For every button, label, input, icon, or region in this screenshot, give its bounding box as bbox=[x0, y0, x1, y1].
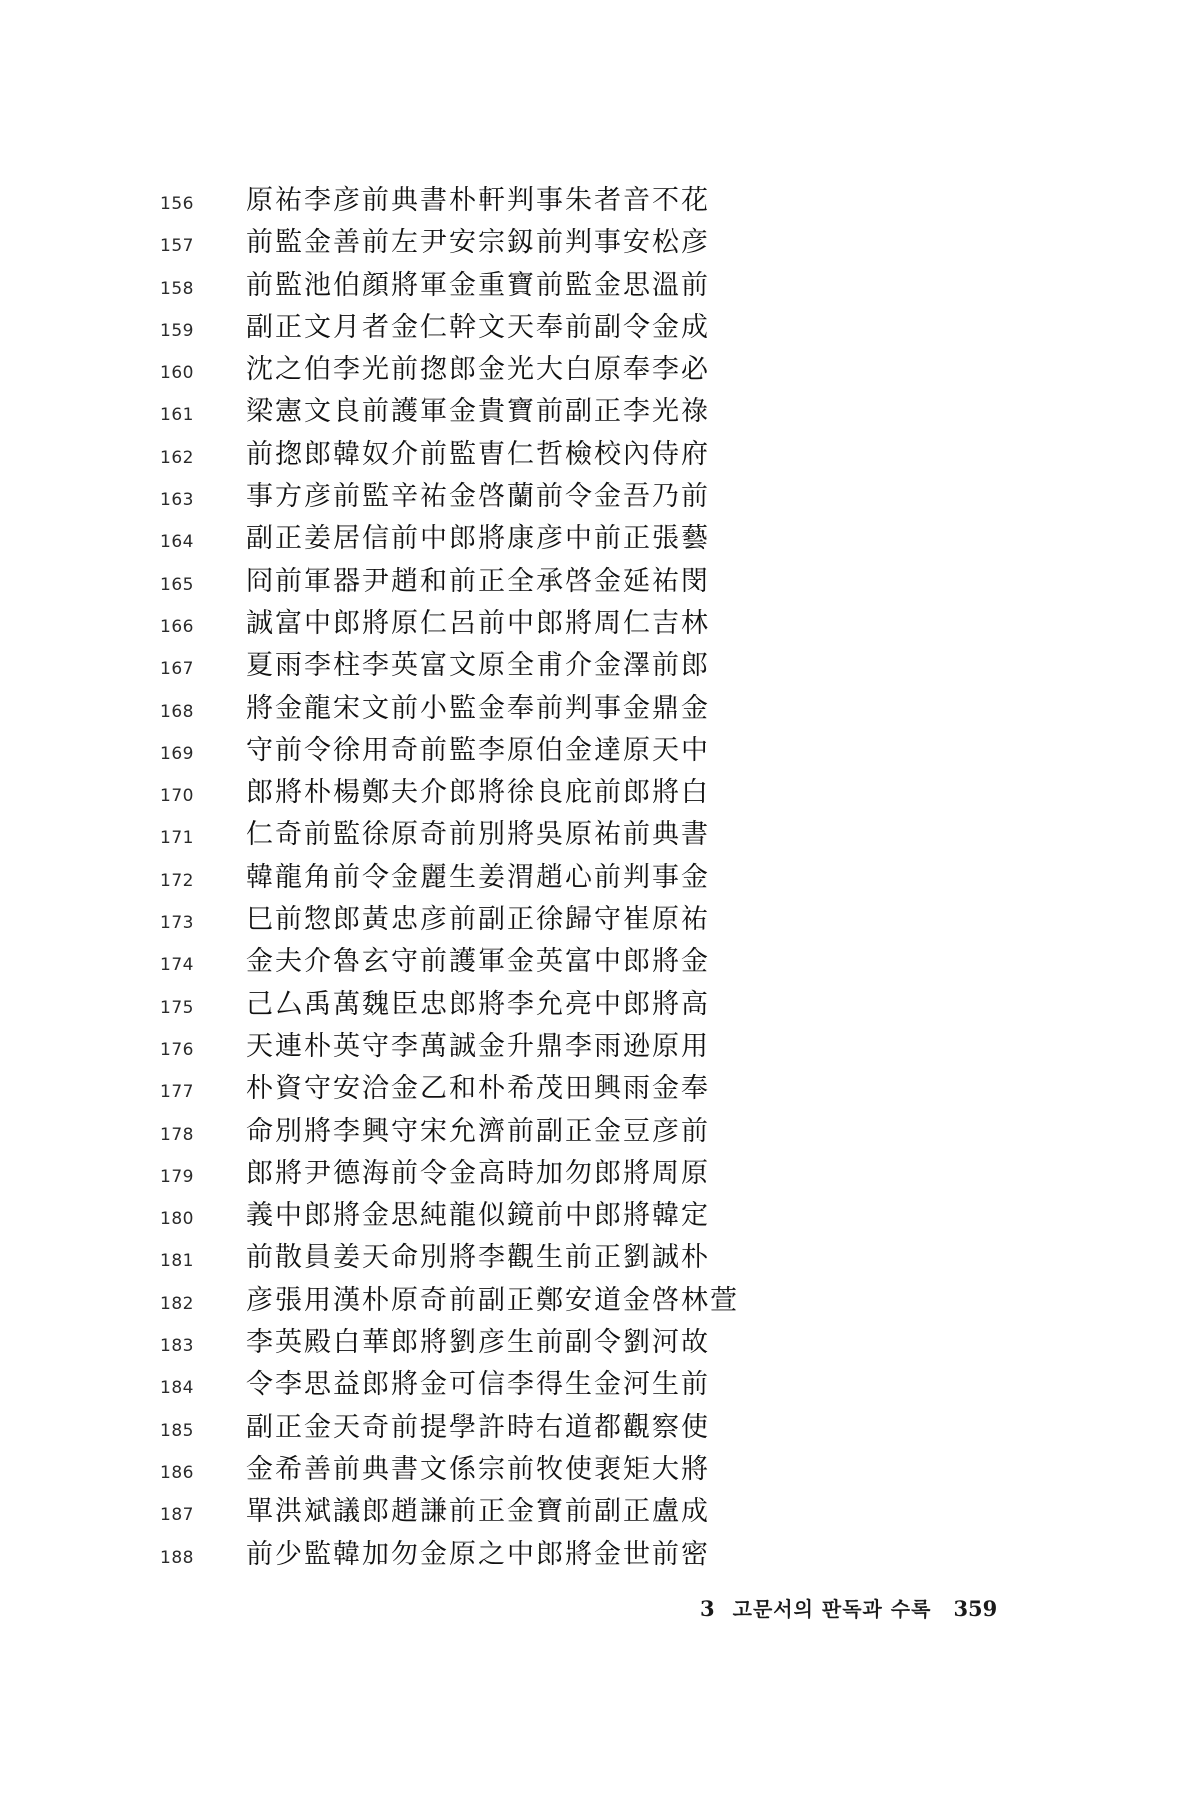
line-number: 182 bbox=[160, 1293, 194, 1314]
text-line bbox=[160, 1320, 860, 1362]
line-number: 163 bbox=[160, 490, 194, 511]
text-line bbox=[160, 516, 860, 558]
line-number: 167 bbox=[160, 659, 194, 680]
transcription-lines bbox=[160, 178, 860, 1574]
line-text: 將金龍宋文前小監金奉前判事金鼎金 bbox=[246, 692, 710, 724]
text-line bbox=[160, 770, 860, 812]
text-line bbox=[160, 1235, 860, 1277]
line-number: 185 bbox=[160, 1420, 194, 1441]
text-line bbox=[160, 1151, 860, 1193]
line-number: 170 bbox=[160, 786, 194, 807]
line-text: 前散員姜天命別將李觀生前正劉誠朴 bbox=[246, 1242, 710, 1274]
line-text: 金希善前典書文係宗前牧使裵矩大將 bbox=[246, 1453, 710, 1485]
running-footer bbox=[700, 1593, 1060, 1622]
line-text: 己厶禹萬魏臣忠郎將李允亮中郎將高 bbox=[246, 988, 710, 1020]
text-line bbox=[160, 812, 860, 854]
line-number: 175 bbox=[160, 997, 194, 1018]
line-text: 命別將李興守宋允濟前副正金豆彦前 bbox=[246, 1115, 710, 1147]
line-text: 前監金善前左尹安宗釼前判事安松彦 bbox=[246, 227, 710, 259]
text-line bbox=[160, 601, 860, 643]
line-text: 彦張用漢朴原奇前副正鄭安道金啓林萱 bbox=[246, 1284, 739, 1316]
text-line bbox=[160, 1024, 860, 1066]
line-number: 184 bbox=[160, 1378, 194, 1399]
line-number: 159 bbox=[160, 320, 194, 341]
line-text: 冏前軍器尹趙和前正全承啓金延祐閔 bbox=[246, 565, 710, 597]
text-line bbox=[160, 263, 860, 305]
line-text: 梁憲文良前護軍金貴寶前副正李光祿 bbox=[246, 396, 710, 428]
line-text: 金夫介魯玄守前護軍金英富中郎將金 bbox=[246, 946, 710, 978]
line-number: 166 bbox=[160, 616, 194, 637]
line-number: 162 bbox=[160, 447, 194, 468]
line-number: 180 bbox=[160, 1209, 194, 1230]
text-line bbox=[160, 1447, 860, 1489]
line-number: 183 bbox=[160, 1336, 194, 1357]
text-line bbox=[160, 1193, 860, 1235]
text-line bbox=[160, 1109, 860, 1151]
line-text: 前少監韓加勿金原之中郎將金世前密 bbox=[246, 1538, 710, 1570]
text-line bbox=[160, 347, 860, 389]
line-text: 前監池伯顔將軍金重寶前監金思溫前 bbox=[246, 269, 710, 301]
line-number: 173 bbox=[160, 913, 194, 934]
text-line bbox=[160, 939, 860, 981]
text-line bbox=[160, 855, 860, 897]
line-text: 巳前惣郎黃忠彦前副正徐歸守崔原祐 bbox=[246, 904, 710, 936]
text-line bbox=[160, 1066, 860, 1108]
line-number: 181 bbox=[160, 1251, 194, 1272]
line-number: 187 bbox=[160, 1505, 194, 1526]
line-number: 161 bbox=[160, 405, 194, 426]
line-number: 171 bbox=[160, 828, 194, 849]
line-text: 事方彦前監辛祐金啓蘭前令金吾乃前 bbox=[246, 481, 710, 513]
text-line bbox=[160, 728, 860, 770]
text-line bbox=[160, 1532, 860, 1574]
line-number: 165 bbox=[160, 574, 194, 595]
text-line bbox=[160, 389, 860, 431]
text-line bbox=[160, 178, 860, 220]
line-number: 172 bbox=[160, 870, 194, 891]
text-line bbox=[160, 432, 860, 474]
line-number: 186 bbox=[160, 1462, 194, 1483]
line-number: 156 bbox=[160, 194, 194, 214]
line-number: 160 bbox=[160, 363, 194, 384]
line-number: 169 bbox=[160, 743, 194, 764]
line-number: 158 bbox=[160, 278, 194, 299]
line-text: 韓龍角前令金麗生姜渭趙心前判事金 bbox=[246, 861, 710, 893]
line-text: 誠富中郎將原仁呂前中郎將周仁吉林 bbox=[246, 607, 710, 639]
line-text: 單洪斌議郎趙謙前正金寶前副正盧成 bbox=[246, 1496, 710, 1528]
text-line bbox=[160, 897, 860, 939]
line-number: 178 bbox=[160, 1124, 194, 1145]
line-number: 174 bbox=[160, 955, 194, 976]
line-number: 188 bbox=[160, 1547, 194, 1568]
line-text: 沈之伯李光前揔郎金光大白原奉李必 bbox=[246, 354, 710, 386]
line-text: 前揔郎韓奴介前監曺仁哲檢校內侍府 bbox=[246, 438, 710, 470]
line-number: 176 bbox=[160, 1039, 194, 1060]
chapter-number: 3 bbox=[700, 1596, 715, 1621]
line-number: 177 bbox=[160, 1082, 194, 1103]
line-text: 令李思益郎將金可信李得生金河生前 bbox=[246, 1369, 710, 1401]
chapter-title: 고문서의 판독과 수록 bbox=[732, 1597, 932, 1621]
line-text: 守前令徐用奇前監李原伯金達原天中 bbox=[246, 734, 710, 766]
text-line bbox=[160, 982, 860, 1024]
line-text: 仁奇前監徐原奇前別將吳原祐前典書 bbox=[246, 819, 710, 851]
text-line bbox=[160, 559, 860, 601]
text-line bbox=[160, 1489, 860, 1531]
text-line bbox=[160, 1362, 860, 1404]
line-text: 副正金天奇前提學許時右道都觀察使 bbox=[246, 1411, 710, 1443]
line-text: 郎將尹德海前令金高時加勿郎將周原 bbox=[246, 1157, 710, 1189]
text-line bbox=[160, 220, 860, 262]
line-text: 副正文月者金仁幹文天奉前副令金成 bbox=[246, 311, 710, 343]
line-number: 168 bbox=[160, 701, 194, 722]
line-number: 164 bbox=[160, 532, 194, 553]
text-line bbox=[160, 474, 860, 516]
line-number: 157 bbox=[160, 236, 194, 257]
line-text: 郎將朴楊鄭夫介郎將徐良庇前郎將白 bbox=[246, 777, 710, 809]
line-text: 夏雨李柱李英富文原全甫介金澤前郎 bbox=[246, 650, 710, 682]
page-number: 359 bbox=[953, 1596, 998, 1621]
line-text: 義中郎將金思純龍似鏡前中郎將韓定 bbox=[246, 1200, 710, 1232]
line-text: 副正姜居信前中郎將康彦中前正張藝 bbox=[246, 523, 710, 555]
line-text: 朴資守安洽金乙和朴希茂田興雨金奉 bbox=[246, 1073, 710, 1105]
text-line bbox=[160, 686, 860, 728]
line-text: 天連朴英守李萬誠金升鼎李雨逊原用 bbox=[246, 1030, 710, 1062]
line-number: 179 bbox=[160, 1166, 194, 1187]
text-line bbox=[160, 1405, 860, 1447]
line-text: 李英殿白華郎將劉彦生前副令劉河故 bbox=[246, 1327, 710, 1359]
line-text: 原祐李彦前典書朴軒判事朱者音不花 bbox=[246, 185, 710, 216]
text-line bbox=[160, 643, 860, 685]
text-line bbox=[160, 1278, 860, 1320]
text-line bbox=[160, 305, 860, 347]
